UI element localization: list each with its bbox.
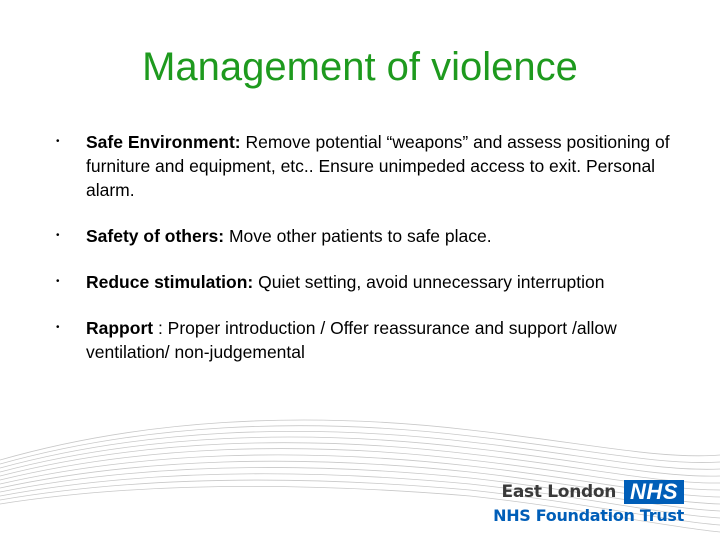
- bullet-heading: Rapport: [86, 318, 154, 338]
- bullet-heading: Safe Environment:: [86, 132, 241, 152]
- bullet-item: [56, 224, 696, 248]
- bullet-dot-icon: •: [56, 276, 60, 287]
- bullet-item: [56, 270, 696, 294]
- org-name: East London: [501, 482, 617, 502]
- bullet-dot-icon: •: [56, 322, 60, 333]
- bullet-text: : Proper introduction / Offer reassurance and support /allow ventilation/ non-judgemental: [86, 318, 617, 362]
- nhs-badge: NHS: [624, 480, 684, 504]
- bullet-heading: Reduce stimulation:: [86, 272, 254, 292]
- bullet-dot-icon: •: [56, 230, 60, 241]
- bullet-text: Quiet setting, avoid unnecessary interruption: [253, 272, 605, 292]
- bullet-text: Remove potential “weapons” and assess positioning of furniture and equipment, etc.. Ensure unimpeded access to exit. Personal alarm.: [86, 132, 670, 200]
- bullet-item: [56, 130, 696, 202]
- bullet-heading: Safety of others:: [86, 226, 225, 246]
- slide-title: Management of violence: [142, 45, 578, 89]
- bullet-item: [56, 316, 696, 364]
- bullet-text: Move other patients to safe place.: [224, 226, 492, 246]
- bullet-dot-icon: •: [56, 136, 60, 147]
- trust-name: NHS Foundation Trust: [493, 506, 684, 525]
- nhs-logo: [493, 480, 684, 525]
- bullet-list: [56, 130, 696, 386]
